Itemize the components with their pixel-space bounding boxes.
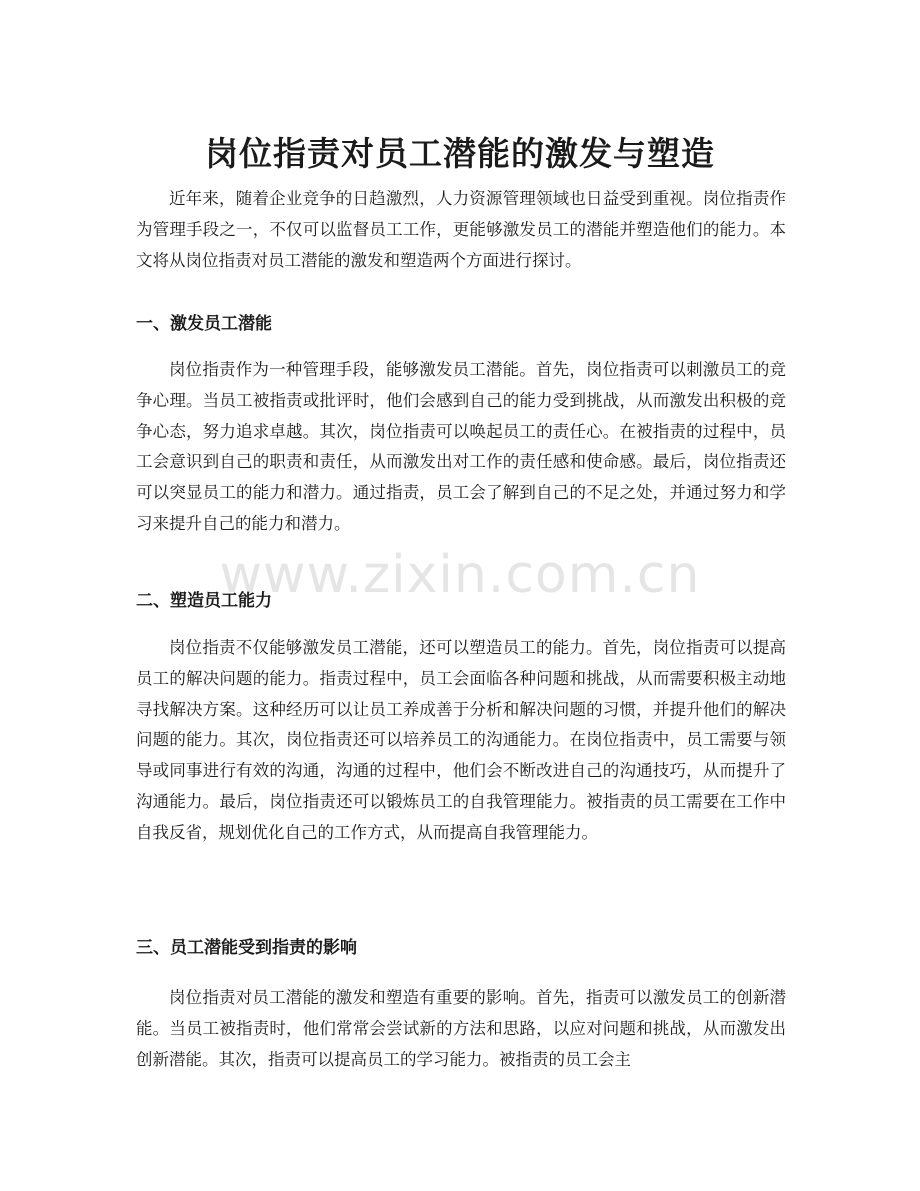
watermark: www.zixin.com.cn [219,545,701,605]
document-title: 岗位指责对员工潜能的激发与塑造 [205,134,715,174]
section-body-2: 岗位指责不仅能够激发员工潜能，还可以塑造员工的能力。首先，岗位指责可以提高员工的解决问题的能力。指责过程中，员工会面临各种问题和挑战，从而需要积极主动地寻找解决方案。这种经历可以让员工养成善于分析和解决问题的习惯，并提升他们的解决问题的能力。其次，岗位指责还可以培养员工的沟通能力。在岗位指责中，员工需要与领导或同事进行有效的沟通，沟通的过程中，他们会不断改进自己的沟通技巧，从而提升了沟通能力。最后，岗位指责还可以锻炼员工的自我管理能力。被指责的员工需要在工作中自我反省，规划优化自己的工作方式，从而提高自我管理能力。 [136,638,786,842]
section-heading-2: 二、塑造员工能力 [136,591,272,611]
section-body-3: 岗位指责对员工潜能的激发和塑造有重要的影响。首先，指责可以激发员工的创新潜能。当员工被指责时，他们常常会尝试新的方法和思路，以应对问题和挑战，从而激发出创新潜能。其次，指责可以提高员工的学习能力。被指责的员工会主 [136,988,786,1069]
section-heading-3: 三、员工潜能受到指责的影响 [136,938,357,958]
section-body-1: 岗位指责作为一种管理手段，能够激发员工潜能。首先，岗位指责可以刺激员工的竞争心理。当员工被指责或批评时，他们会感到自己的能力受到挑战，从而激发出积极的竞争心态，努力追求卓越。其次，岗位指责可以唤起员工的责任心。在被指责的过程中，员工会意识到自己的职责和责任，从而激发出对工作的责任感和使命感。最后，岗位指责还可以突显员工的能力和潜力。通过指责，员工会了解到自己的不足之处，并通过努力和学习来提升自己的能力和潜力。 [136,360,786,533]
intro-paragraph: 近年来，随着企业竞争的日趋激烈，人力资源管理领域也日益受到重视。岗位指责作为管理手段之一，不仅可以监督员工工作，更能够激发员工的潜能并塑造他们的能力。本文将从岗位指责对员工潜能的激发和塑造两个方面进行探讨。 [136,189,786,270]
section-heading-1: 一、激发员工潜能 [136,314,272,334]
